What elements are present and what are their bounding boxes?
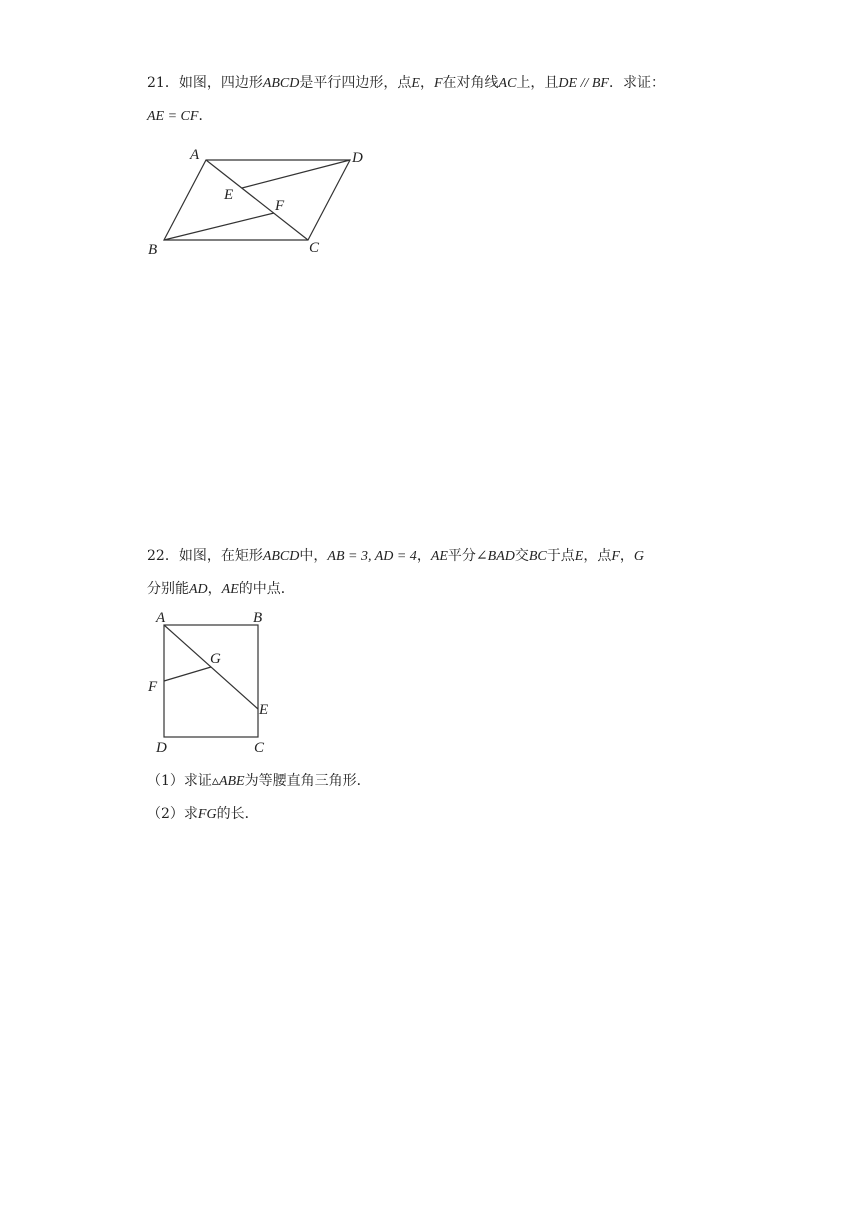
q22-rectangle-figure	[140, 603, 290, 758]
q21-line2	[147, 107, 212, 126]
q22-text-e: 交	[514, 548, 529, 564]
q21-text-e: 上，且	[516, 75, 559, 91]
q21-math-e: E	[411, 76, 420, 91]
q21-text-c: ，	[419, 75, 434, 91]
q21-math-de-bf: DE // BF	[558, 76, 609, 91]
q21-math-abcd: ABCD	[262, 76, 300, 91]
q22-rectangle	[164, 625, 258, 737]
q22-label-g: G	[210, 651, 221, 667]
q22-label-e: E	[259, 702, 269, 718]
q22-label-c: C	[254, 740, 265, 756]
q22-text-f: 于点	[546, 548, 575, 564]
q21-diagonal-ac	[206, 160, 308, 240]
q21-label-a: A	[190, 147, 200, 163]
q21-label-c: C	[309, 240, 320, 256]
q22-line2-b: ，	[207, 581, 222, 597]
q22-math-ae: AE	[430, 549, 448, 564]
q21-label-d: D	[352, 150, 363, 166]
q21-number: 21．	[147, 75, 179, 91]
q21-math-conclusion: AE = CF	[147, 109, 199, 124]
q22-line2-a: 分别能	[147, 581, 189, 597]
q22-math-angle: ∠BAD	[475, 549, 515, 564]
q22-label-d: D	[156, 740, 167, 756]
q22-math-ad: AD	[189, 582, 208, 597]
q22-label-a: A	[156, 610, 166, 626]
q21-segment-de	[242, 160, 350, 188]
q22-text-c: ，	[416, 548, 431, 564]
q22-text-a: 如图，在矩形	[178, 548, 263, 564]
q21-text-f: ．求证：	[608, 75, 665, 91]
q22-sub1-math: ▵ABE	[211, 774, 245, 789]
q21-math-ac: AC	[498, 76, 517, 91]
q22-text-b: 中，	[299, 548, 328, 564]
q22-text-d: 平分	[447, 548, 476, 564]
q22-label-f: F	[148, 679, 158, 695]
q22-line2	[147, 580, 295, 599]
q22-line2-c: 的中点．	[238, 581, 295, 597]
q21-label-b: B	[148, 242, 158, 258]
q22-math-abcd: ABCD	[262, 549, 300, 564]
q22-math-e: E	[574, 549, 584, 564]
q22-sub1-prefix: （1）求证	[147, 773, 212, 789]
q21-text-b: 是平行四边形，点	[299, 75, 412, 91]
q22-sub2-prefix: （2）求	[147, 806, 198, 822]
q22-number: 22．	[147, 548, 179, 564]
q22-text-h: ，	[619, 548, 634, 564]
q21-text-d: 在对角线	[442, 75, 499, 91]
q22-math-bc: BC	[528, 549, 547, 564]
q22-math-f: F	[611, 549, 620, 564]
q22-sub2-suffix: 的长．	[216, 806, 259, 822]
q22-line1	[147, 547, 644, 566]
q22-segment-fg	[164, 667, 211, 681]
q21-label-f: F	[275, 198, 285, 214]
q22-label-b: B	[253, 610, 263, 626]
q22-math-ab-ad: AB = 3, AD = 4	[327, 549, 417, 564]
q21-segment-bf	[164, 213, 274, 240]
q21-math-f: F	[433, 76, 443, 91]
q22-text-g: ，点	[583, 548, 612, 564]
q21-line1	[147, 74, 665, 93]
q22-sub2-math: FG	[197, 807, 217, 822]
q22-sub1-suffix: 为等腰直角三角形．	[244, 773, 371, 789]
q22-sub1	[147, 772, 371, 791]
q21-label-e: E	[224, 187, 234, 203]
q21-text-a: 如图，四边形	[178, 75, 263, 91]
q22-math-g: G	[633, 549, 645, 564]
q21-text-g: ．	[198, 108, 213, 124]
q22-sub2	[147, 805, 259, 824]
q22-math-ae2: AE	[221, 582, 239, 597]
q21-parallelogram-figure	[140, 140, 380, 265]
